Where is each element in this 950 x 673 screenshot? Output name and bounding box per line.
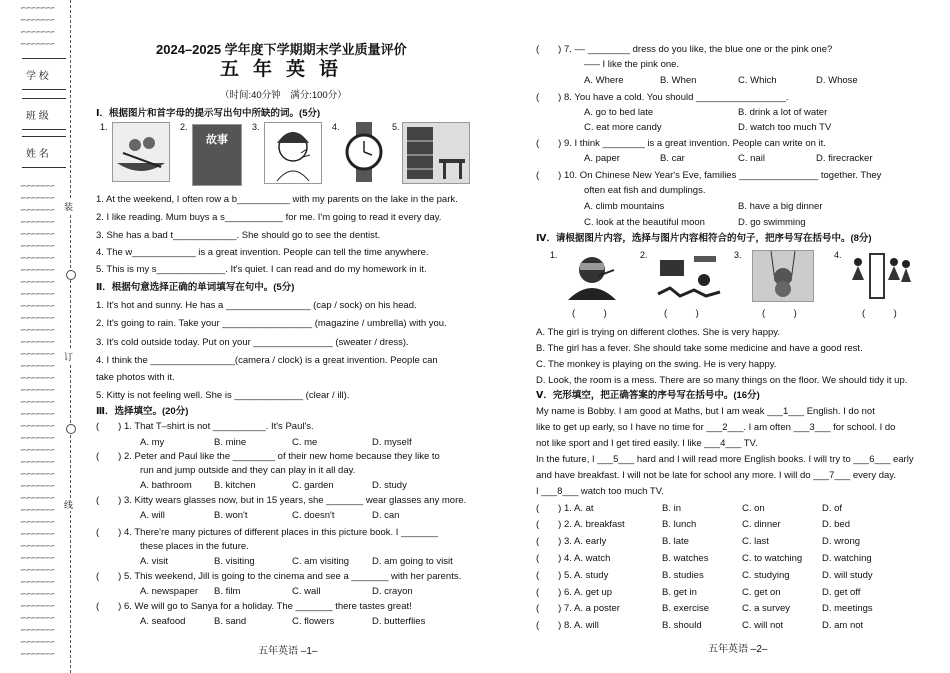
mc1-option-a[interactable]: A. my <box>140 437 165 448</box>
sec1-line-2: 2. I like reading. Mum buys a s___________ for me. I'm going to read it every day. <box>96 212 442 223</box>
section-3-heading: Ⅲ．选择填空。(20分) <box>96 406 189 417</box>
mc5-option-b[interactable]: B. film <box>214 586 241 597</box>
boat-icon <box>113 123 169 181</box>
cloze6-option-b[interactable]: B. get in <box>662 587 697 598</box>
cloze5-option-c[interactable]: C. studying <box>742 570 790 581</box>
cloze6-option-c[interactable]: C. get on <box>742 587 781 598</box>
cloze1-option-b[interactable]: B. in <box>662 503 682 514</box>
school-field[interactable]: 学 校 <box>22 58 66 90</box>
sec1-line-5: 5. This is my s_____________. It's quiet. I can read and do my homework in it. <box>96 264 427 275</box>
mc8-option-a[interactable]: A. go to bed late <box>584 107 654 118</box>
border-pattern: ∽∽∽∽∽∽∽ <box>20 375 55 382</box>
border-pattern: ∽∽∽∽∽∽∽ <box>20 447 55 454</box>
mc6-option-b[interactable]: B. sand <box>214 616 247 627</box>
border-pattern: ∽∽∽∽∽∽∽ <box>20 315 55 322</box>
border-pattern: ∽∽∽∽∽∽∽ <box>20 195 55 202</box>
subject-title: 五年英语 <box>220 59 353 80</box>
mc10-option-b[interactable]: B. have a big dinner <box>738 201 823 212</box>
exam-title: 2024–2025 学年度下学期期末学业质量评价 <box>156 42 407 57</box>
mc4-option-b[interactable]: B. visiting <box>214 556 255 567</box>
monkey-swing-picture <box>752 250 814 302</box>
toothache-picture <box>264 122 322 184</box>
sentence-b: B. The girl has a fever. She should take some medicine and have a good rest. <box>536 343 863 354</box>
passage-line-3: not like sport and I get tired easily. I like ___4___ TV. <box>536 438 758 449</box>
border-pattern: ∽∽∽∽∽∽∽ <box>20 543 55 550</box>
mc10-option-c[interactable]: C. look at the beautiful moon <box>584 217 705 228</box>
border-pattern: ∽∽∽∽∽∽∽ <box>20 387 55 394</box>
border-pattern: ∽∽∽∽∽∽∽ <box>20 615 55 622</box>
border-pattern: ∽∽∽∽∽∽∽ <box>20 471 55 478</box>
border-pattern: ∽∽∽∽∽∽∽ <box>20 243 55 250</box>
cloze6-option-d[interactable]: D. get off <box>822 587 861 598</box>
mc3-option-c[interactable]: C. doesn't <box>292 510 335 521</box>
mc2-option-d[interactable]: D. study <box>372 480 407 491</box>
border-pattern: ∽∽∽∽∽∽∽ <box>20 639 55 646</box>
mc10-option-a[interactable]: A. climb mountains <box>584 201 665 212</box>
mc5-option-c[interactable]: C. wall <box>292 586 321 597</box>
sec1-line-4: 4. The w____________ is a great invention. People can tell the time anywhere. <box>96 247 429 258</box>
binding-strip <box>0 0 92 673</box>
border-pattern: ∽∽∽∽∽∽∽ <box>20 555 55 562</box>
mc-question-2: ( ) 2. Peter and Paul like the ________ of their new home because they like to <box>96 451 440 462</box>
mc6-option-c[interactable]: C. flowers <box>292 616 335 627</box>
mc4-option-d[interactable]: D. am going to visit <box>372 556 453 567</box>
border-pattern: ∽∽∽∽∽∽∽ <box>20 603 55 610</box>
cloze-question-5: ( ) 5. A. study <box>536 570 609 581</box>
cloze5-option-b[interactable]: B. studies <box>662 570 704 581</box>
border-pattern: ∽∽∽∽∽∽∽ <box>20 531 55 538</box>
cloze7-option-d[interactable]: D. meetings <box>822 603 873 614</box>
mc9-option-b[interactable]: B. car <box>660 153 685 164</box>
border-pattern: ∽∽∽∽∽∽∽ <box>20 267 55 274</box>
mc4-option-c[interactable]: C. am visiting <box>292 556 350 567</box>
mc-question-7: ( ) 7. –– ________ dress do you like, the blue one or the pink one? <box>536 44 833 55</box>
cloze-question-7: ( ) 7. A. a poster <box>536 603 620 614</box>
mc-question-9: ( ) 9. I think ________ is a great invention. People can write on it. <box>536 138 826 149</box>
cloze2-option-d[interactable]: D. bed <box>822 519 850 530</box>
watch-icon <box>342 122 386 182</box>
border-pattern: ∽∽∽∽∽∽∽ <box>20 339 55 346</box>
sentence-a: A. The girl is trying on different clothes. She is very happy. <box>536 327 780 338</box>
mc8-option-b[interactable]: B. drink a lot of water <box>738 107 828 118</box>
border-pattern: ∽∽∽∽∽∽∽ <box>20 279 55 286</box>
bookshelf-icon <box>403 123 469 183</box>
mc-question-4: ( ) 4. There're many pictures of different places in this picture book. I _______ <box>96 527 439 538</box>
sec2-line-5: 5. Kitty is not feeling well. She is _____________ (clear / ill). <box>96 390 350 401</box>
border-pattern: ∽∽∽∽∽∽∽ <box>20 351 55 358</box>
mc3-option-d[interactable]: D. can <box>372 510 400 521</box>
mc2-option-c[interactable]: C. garden <box>292 480 334 491</box>
girls-mirror-icon <box>848 250 912 300</box>
sentence-c: C. The monkey is playing on the swing. He is very happy. <box>536 359 777 370</box>
binding-hole <box>66 424 76 434</box>
mc-question-5: ( ) 5. This weekend, Jill is going to the cinema and see a _______ with her parents. <box>96 571 462 582</box>
pic3-answer-bracket[interactable]: ( ) <box>762 308 797 319</box>
mc7-option-c[interactable]: C. Which <box>738 75 777 86</box>
border-pattern: ∽∽∽∽∽∽∽ <box>20 483 55 490</box>
book-title-text: 故事 <box>206 134 228 146</box>
border-pattern: ∽∽∽∽∽∽∽ <box>20 219 55 226</box>
mc-question-3: ( ) 3. Kitty wears glasses now, but in 15 years, she _______ wear glasses any more. <box>96 495 467 506</box>
messy-room-picture <box>654 250 726 300</box>
border-pattern: ∽∽∽∽∽∽∽ <box>20 303 55 310</box>
sec1-line-3: 3. She has a bad t____________. She should go to see the dentist. <box>96 230 381 241</box>
mc1-option-b[interactable]: B. mine <box>214 437 247 448</box>
border-pattern: ∽∽∽∽∽∽∽ <box>20 651 55 658</box>
watch-picture <box>342 122 386 182</box>
sec1-line-1: 1. At the weekend, I often row a b__________ with my parents on the lake in the park. <box>96 194 458 205</box>
pic1-answer-bracket[interactable]: ( ) <box>572 308 607 319</box>
cloze2-option-c[interactable]: C. dinner <box>742 519 781 530</box>
cloze-question-1: ( ) 1. A. at <box>536 503 594 514</box>
sec2-line-3: 3. It's cold outside today. Put on your _______________ (sweater / dress). <box>96 337 409 348</box>
thermometer-girl-icon <box>562 250 622 300</box>
cloze2-option-b[interactable]: B. lunch <box>662 519 697 530</box>
mc-question-2-cont: run and jump outside and they can play in it all day. <box>140 465 356 476</box>
border-pattern: ∽∽∽∽∽∽∽ <box>20 255 55 262</box>
passage-line-4: In the future, I ___5___ hard and I will read more English books. I will try to ___6___ early <box>536 454 914 465</box>
storybook-picture <box>192 124 242 186</box>
border-pattern: ∽∽∽∽∽∽∽ <box>20 411 55 418</box>
cloze-question-8: ( ) 8. A. will <box>536 620 599 631</box>
mc8-option-c[interactable]: C. eat more candy <box>584 122 662 133</box>
mc-question-10: ( ) 10. On Chinese New Year's Eve, families _______________ together. They <box>536 170 882 181</box>
border-pattern: ∽∽∽∽∽∽∽ <box>20 183 55 190</box>
pic4-answer-bracket[interactable]: ( ) <box>862 308 897 319</box>
mc4-option-a[interactable]: A. visit <box>140 556 168 567</box>
sick-girl-picture <box>562 250 622 300</box>
cloze1-option-d[interactable]: D. of <box>822 503 843 514</box>
cloze4-option-d[interactable]: D. watching <box>822 553 872 564</box>
cut-line <box>70 0 71 673</box>
mc7-option-a[interactable]: A. Where <box>584 75 624 86</box>
cloze4-option-c[interactable]: C. to watching <box>742 553 803 564</box>
mc3-option-b[interactable]: B. won't <box>214 510 248 521</box>
cut-label: 线 <box>64 500 74 510</box>
mc5-option-d[interactable]: D. crayon <box>372 586 413 597</box>
section-4-heading: Ⅳ．请根据图片内容，选择与图片内容相符合的句子，把序号写在括号中。(8分) <box>536 233 872 244</box>
border-pattern: ∽∽∽∽∽∽∽ <box>20 627 55 634</box>
mc3-option-a[interactable]: A. will <box>140 510 165 521</box>
cloze-question-6: ( ) 6. A. get up <box>536 587 613 598</box>
mc1-option-d[interactable]: D. myself <box>372 437 412 448</box>
cloze8-option-d[interactable]: D. am not <box>822 620 864 631</box>
trying-clothes-picture <box>848 250 912 300</box>
border-pattern: ∽∽∽∽∽∽∽ <box>20 591 55 598</box>
cloze-question-2: ( ) 2. A. breakfast <box>536 519 625 530</box>
border-pattern: ∽∽∽∽∽∽∽ <box>20 459 55 466</box>
sec2-line-4b: take photos with it. <box>96 372 175 383</box>
section-2-heading: Ⅱ．根据句意选择正确的单词填写在句中。(5分) <box>96 282 295 293</box>
border-pattern: ∽∽∽∽∽∽∽ <box>20 5 55 12</box>
cloze3-option-d[interactable]: D. wrong <box>822 536 861 547</box>
cloze8-option-b[interactable]: B. should <box>662 620 702 631</box>
mc5-option-a[interactable]: A. newspaper <box>140 586 199 597</box>
mc6-option-d[interactable]: D. butterflies <box>372 616 426 627</box>
mc9-option-c[interactable]: C. nail <box>738 153 765 164</box>
binding-hole <box>66 270 76 280</box>
sec2-line-4: 4. I think the ________________(camera / clock) is a great invention. People can <box>96 355 438 366</box>
cloze3-option-c[interactable]: C. last <box>742 536 769 547</box>
cut-label: 订 <box>64 352 74 362</box>
mc7-option-d[interactable]: D. Whose <box>816 75 858 86</box>
cloze-question-3: ( ) 3. A. early <box>536 536 607 547</box>
sentence-d: D. Look, the room is a mess. There are so many things on the floor. We should tidy it up. <box>536 375 908 386</box>
cloze3-option-b[interactable]: B. late <box>662 536 689 547</box>
border-pattern: ∽∽∽∽∽∽∽ <box>20 435 55 442</box>
border-pattern: ∽∽∽∽∽∽∽ <box>20 207 55 214</box>
mc-question-4-cont: these places in the future. <box>140 541 249 552</box>
passage-line-6: I ___8___ watch too much TV. <box>536 486 664 497</box>
border-pattern: ∽∽∽∽∽∽∽ <box>20 231 55 238</box>
cloze7-option-b[interactable]: B. exercise <box>662 603 709 614</box>
page-footer-2: 五年英语 –2– <box>708 644 768 655</box>
mc2-option-a[interactable]: A. bathroom <box>140 480 192 491</box>
mess-icon <box>654 250 726 300</box>
cloze8-option-c[interactable]: C. will not <box>742 620 784 631</box>
boat-picture <box>112 122 170 182</box>
sec2-line-2: 2. It's going to rain. Take your _________________ (magazine / umbrella) with you. <box>96 318 447 329</box>
border-pattern: ∽∽∽∽∽∽∽ <box>20 17 55 24</box>
border-pattern: ∽∽∽∽∽∽∽ <box>20 291 55 298</box>
cloze4-option-b[interactable]: B. watches <box>662 553 709 564</box>
study-room-picture <box>402 122 470 184</box>
mc-question-10-cont: often eat fish and dumplings. <box>584 185 706 196</box>
mc2-option-b[interactable]: B. kitchen <box>214 480 256 491</box>
border-pattern: ∽∽∽∽∽∽∽ <box>20 567 55 574</box>
cloze5-option-d[interactable]: D. will study <box>822 570 873 581</box>
monkey-icon <box>753 251 813 301</box>
cut-label: 装 <box>64 202 74 212</box>
mc6-option-a[interactable]: A. seafood <box>140 616 186 627</box>
border-pattern: ∽∽∽∽∽∽∽ <box>20 363 55 370</box>
passage-line-1: My name is Bobby. I am good at Maths, but I am weak ___1___ English. I do not <box>536 406 875 417</box>
time-info: （时间:40分钟 满分:100分） <box>220 90 347 101</box>
pic2-answer-bracket[interactable]: ( ) <box>664 308 699 319</box>
passage-line-2: like to get up early, so I have no time for ___2___. I am often ___3___ for school. I do <box>536 422 896 433</box>
border-pattern: ∽∽∽∽∽∽∽ <box>20 41 55 48</box>
border-pattern: ∽∽∽∽∽∽∽ <box>20 495 55 502</box>
cloze-question-4: ( ) 4. A. watch <box>536 553 611 564</box>
border-pattern: ∽∽∽∽∽∽∽ <box>20 423 55 430</box>
mc-question-1: ( ) 1. That T–shirt is not __________. It's Paul's. <box>96 421 314 432</box>
passage-line-5: and have breakfast. I will not be late for school any more. I will do ___7___ every day. <box>536 470 896 481</box>
mc7-option-b[interactable]: B. When <box>660 75 697 86</box>
cloze7-option-c[interactable]: C. a survey <box>742 603 791 614</box>
name-field[interactable]: 姓 名 <box>22 136 66 168</box>
mc8-option-d[interactable]: D. watch too much TV <box>738 122 832 133</box>
mc1-option-c[interactable]: C. me <box>292 437 318 448</box>
class-field[interactable]: 班 级 <box>22 98 66 130</box>
girl-toothache-icon <box>265 123 321 183</box>
border-pattern: ∽∽∽∽∽∽∽ <box>20 29 55 36</box>
border-pattern: ∽∽∽∽∽∽∽ <box>20 507 55 514</box>
mc-question-7-cont: ––– I like the pink one. <box>584 59 680 70</box>
sec2-line-1: 1. It's hot and sunny. He has a ________________ (cap / sock) on his head. <box>96 300 417 311</box>
border-pattern: ∽∽∽∽∽∽∽ <box>20 327 55 334</box>
border-pattern: ∽∽∽∽∽∽∽ <box>20 399 55 406</box>
mc9-option-a[interactable]: A. paper <box>584 153 620 164</box>
cloze1-option-c[interactable]: C. on <box>742 503 765 514</box>
section-5-heading: Ⅴ．完形填空，把正确答案的序号写在括号中。(16分) <box>536 390 760 401</box>
mc-question-8: ( ) 8. You have a cold. You should _________________. <box>536 92 789 103</box>
page-footer-1: 五年英语 –1– <box>258 646 318 657</box>
mc-question-6: ( ) 6. We will go to Sanya for a holiday. The _______ there tastes great! <box>96 601 412 612</box>
mc10-option-d[interactable]: D. go swimming <box>738 217 806 228</box>
section-1-heading: Ⅰ．根据图片和首字母的提示写出句中所缺的词。(5分) <box>96 108 321 119</box>
border-pattern: ∽∽∽∽∽∽∽ <box>20 579 55 586</box>
border-pattern: ∽∽∽∽∽∽∽ <box>20 519 55 526</box>
mc9-option-d[interactable]: D. firecracker <box>816 153 873 164</box>
